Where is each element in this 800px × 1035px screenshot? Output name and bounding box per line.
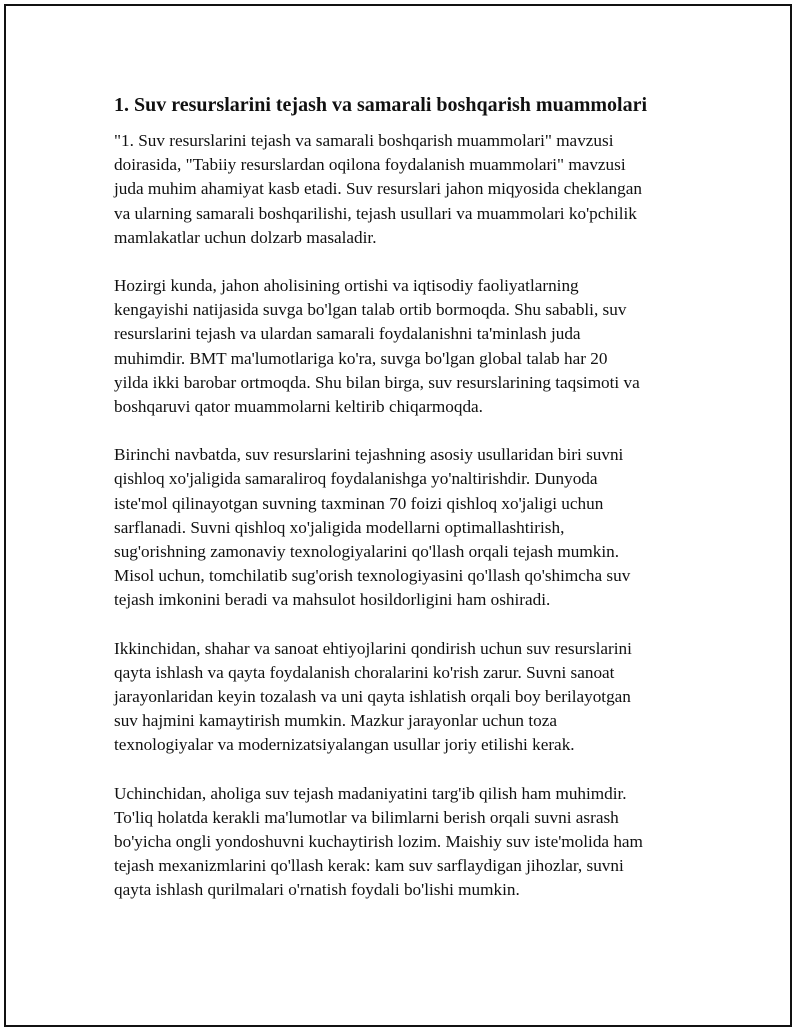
text-line: Birinchi navbatda, suv resurslarini tejashning asosiy usullaridan biri suvni	[114, 445, 624, 465]
text-line: tejash imkonini beradi va mahsulot hosildorligini ham oshiradi.	[114, 590, 551, 610]
text-line: Hozirgi kunda, jahon aholisining ortishi va iqtisodiy faoliyatlarning	[114, 276, 579, 296]
text-line: juda muhim ahamiyat kasb etadi. Suv resurslari jahon miqyosida cheklangan	[114, 179, 642, 199]
document-heading: 1. Suv resurslarini tejash va samarali boshqarish muammolari	[114, 94, 647, 116]
text-line: mamlakatlar uchun dolzarb masaladir.	[114, 227, 377, 247]
text-line: va ularning samarali boshqarilishi, tejash usullari va muammolari ko'pchilik	[114, 203, 637, 223]
text-line: tejash mexanizmlarini qo'llash kerak: kam suv sarflaydigan jihozlar, suvni	[114, 856, 624, 876]
text-line: texnologiyalar va modernizatsiyalangan usullar joriy etilishi kerak.	[114, 735, 575, 755]
text-line: resurslarini tejash va ulardan samarali foydalanishni ta'minlash juda	[114, 324, 581, 344]
text-line: sarflanadi. Suvni qishloq xo'jaligida modellarni optimallashtirish,	[114, 517, 565, 537]
text-line: jarayonlaridan keyin tozalash va uni qayta ishlatish orqali boy berilayotgan	[114, 687, 631, 707]
text-line: suv hajmini kamaytirish mumkin. Mazkur jarayonlar uchun toza	[114, 711, 557, 731]
text-line: "1. Suv resurslarini tejash va samarali boshqarish muammolari" mavzusi	[114, 131, 614, 150]
paragraph-2	[114, 274, 686, 419]
text-line: doirasida, "Tabiiy resurslardan oqilona foydalanish muammolari" mavzusi	[114, 155, 626, 175]
text-line: qayta ishlash va qayta foydalanish choralarini ko'rish zarur. Suvni sanoat	[114, 662, 615, 682]
text-line: iste'mol qilinayotgan suvning taxminan 70 foizi qishloq xo'jaligi uchun	[114, 493, 604, 513]
text-line: Uchinchidan, aholiga suv tejash madaniyatini targ'ib qilish ham muhimdir.	[114, 783, 627, 803]
document-body	[114, 91, 686, 927]
text-line: To'liq holatda kerakli ma'lumotlar va bilimlarni berish orqali suvni asrash	[114, 807, 619, 827]
text-line: bo'yicha ongli yondoshuvni kuchaytirish lozim. Maishiy suv iste'molida ham	[114, 832, 643, 852]
text-line: sug'orishning zamonaviy texnologiyalarini qo'llash orqali tejash mumkin.	[114, 542, 620, 562]
text-line: Misol uchun, tomchilatib sug'orish texnologiyasini qo'llash qo'shimcha suv	[114, 566, 631, 586]
paragraph-3	[114, 443, 686, 612]
paragraph-4	[114, 637, 686, 758]
text-line: kengayishi natijasida suvga bo'lgan talab ortib bormoqda. Shu sababli, suv	[114, 300, 627, 320]
text-line: Ikkinchidan, shahar va sanoat ehtiyojlarini qondirish uchun suv resurslarini	[114, 638, 632, 658]
text-line: yilda ikki barobar ortmoqda. Shu bilan birga, suv resurslarining taqsimoti va	[114, 372, 640, 392]
text-line: qishloq xo'jaligida samaraliroq foydalanishga yo'naltirishdir. Dunyoda	[114, 469, 598, 489]
paragraph-1	[114, 129, 686, 250]
text-line: muhimdir. BMT ma'lumotlariga ko'ra, suvga bo'lgan global talab har 20	[114, 348, 608, 368]
paragraph-5	[114, 782, 686, 903]
text-line: boshqaruvi qator muammolarni keltirib chiqarmoqda.	[114, 397, 483, 417]
text-line: qayta ishlash qurilmalari o'rnatish foydali bo'lishi mumkin.	[114, 880, 520, 900]
